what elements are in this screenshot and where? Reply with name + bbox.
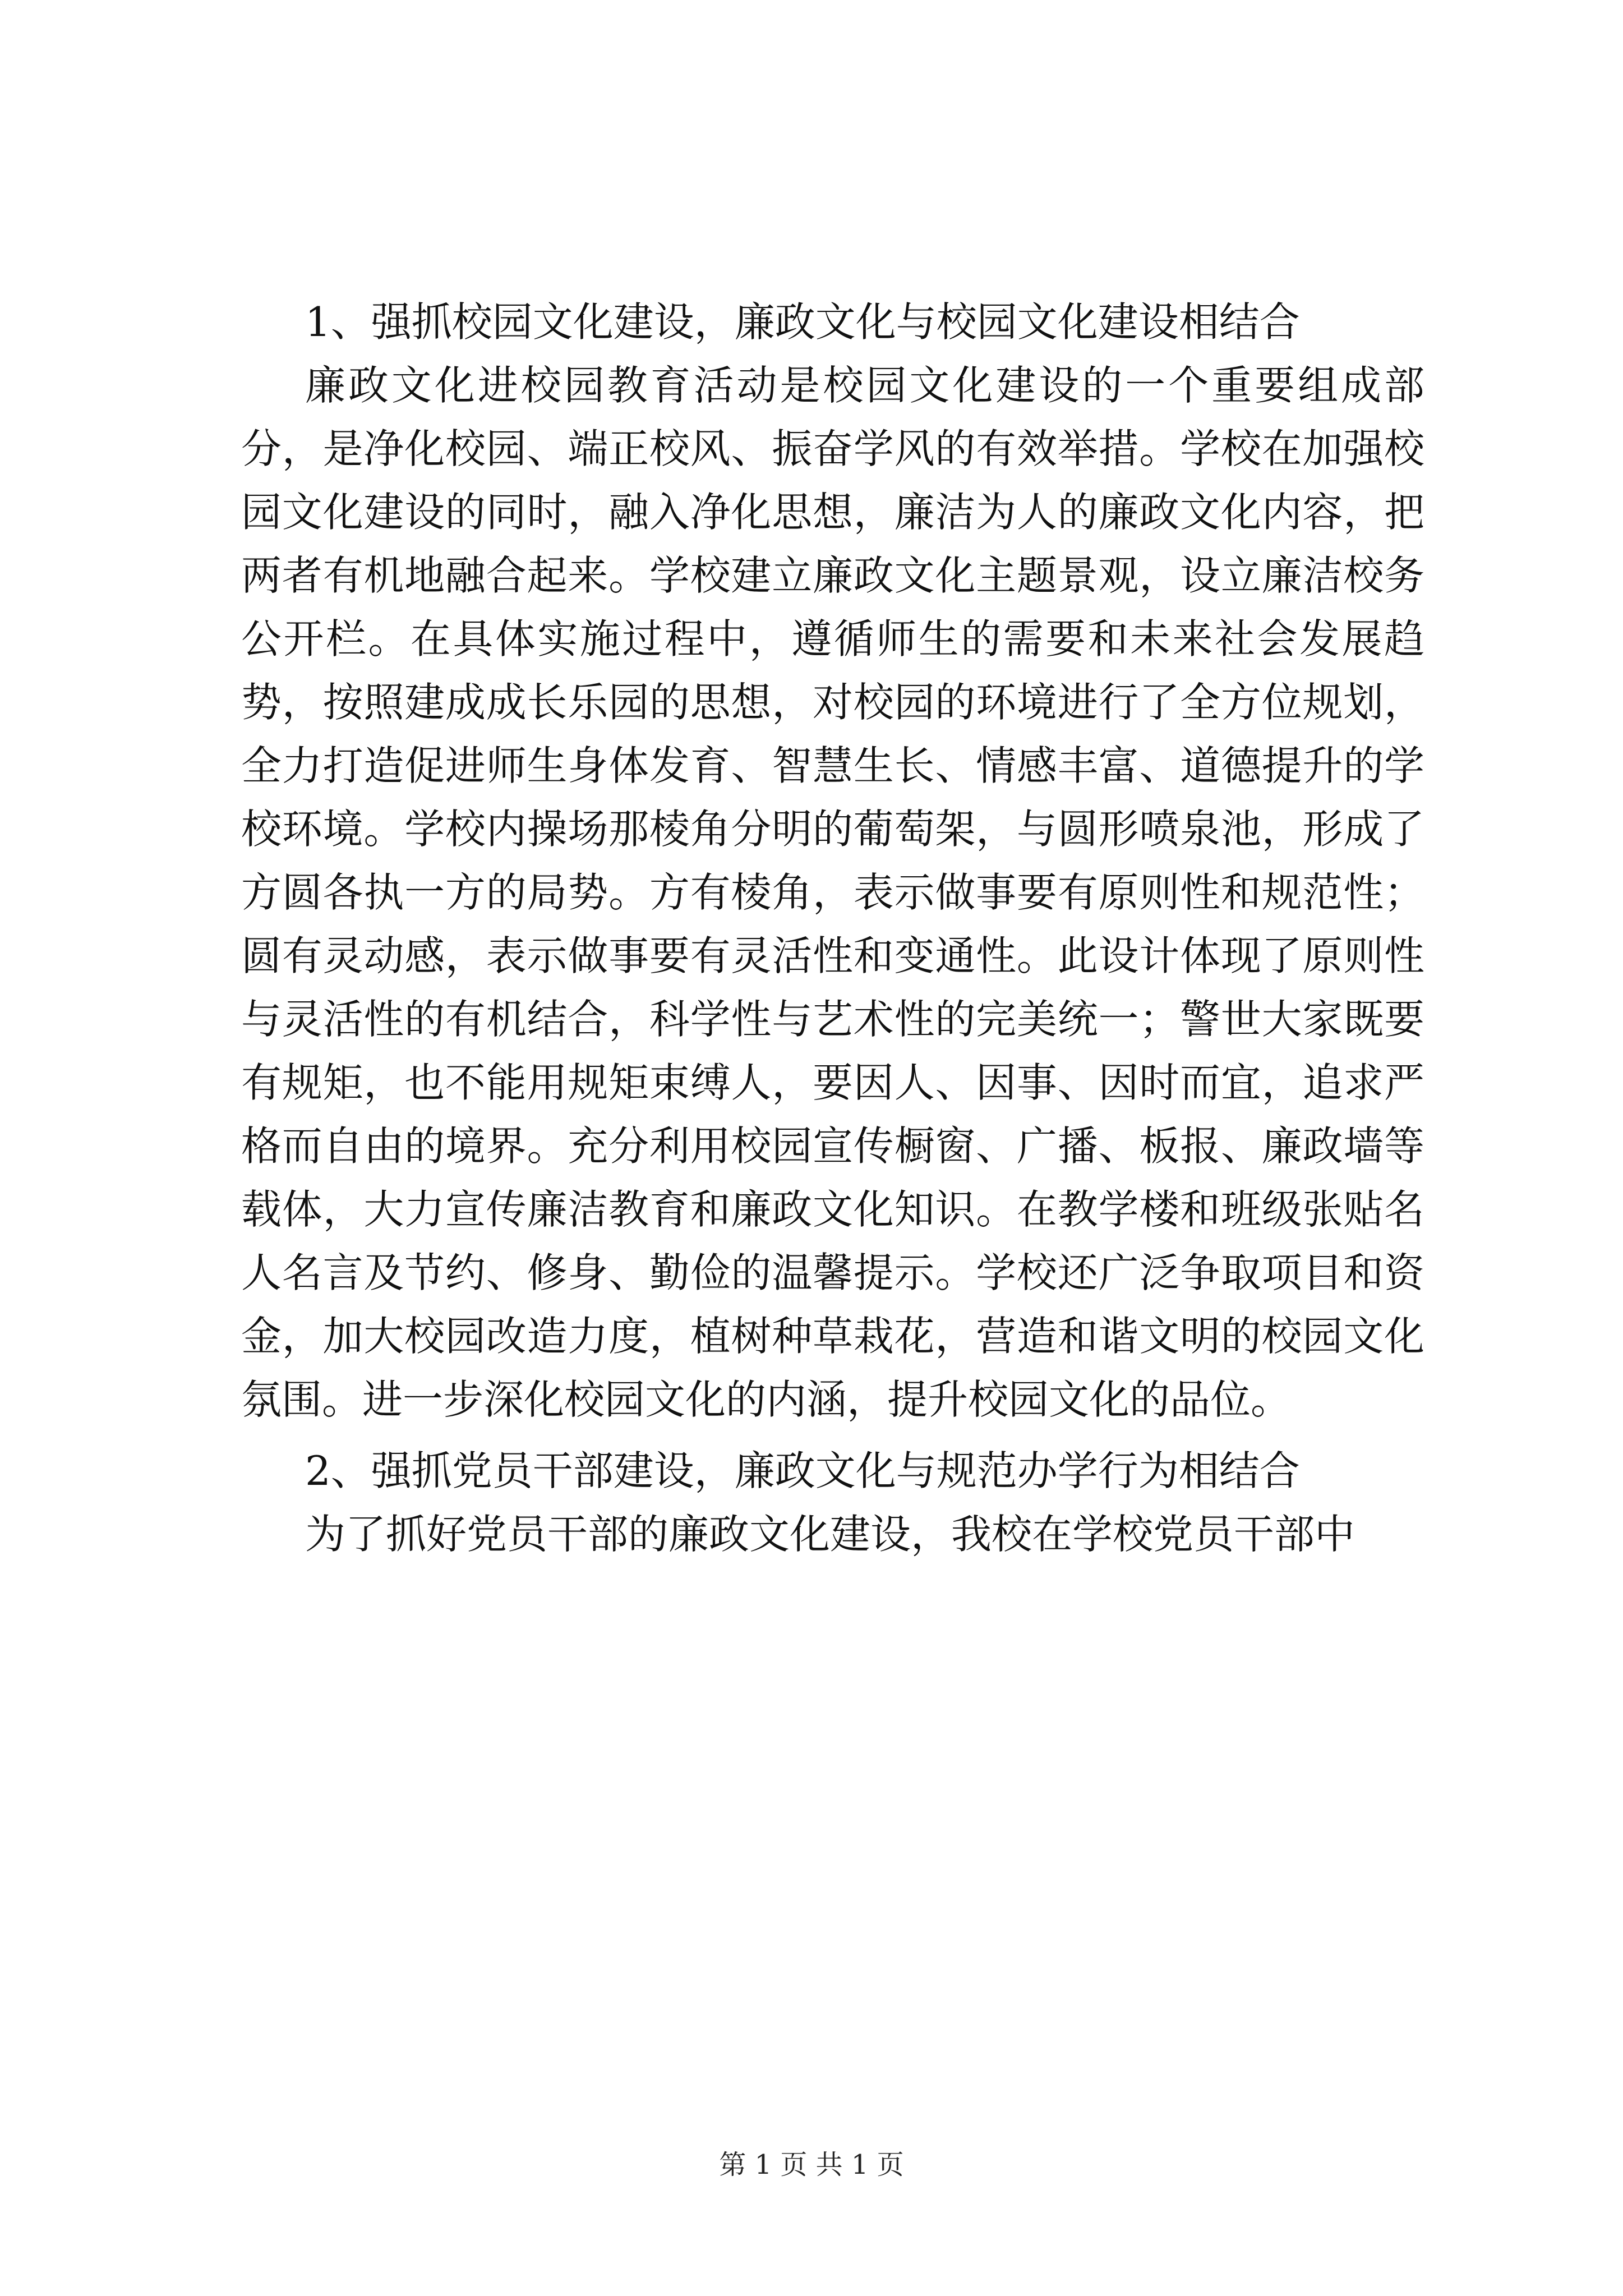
section-1-paragraph: 廉政文化进校园教育活动是校园文化建设的一个重要组成部分，是净化校园、端正校风、振奋学风的有效举措。学校在加强校园文化建设的同时，融入净化思想，廉洁为人的廉政文化内容，把两者有机地融合起来。学校建立廉政文化主题景观，设立廉洁校务公开栏。在具体实施过程中，遵循师生的需要和未来社会发展趋势，按照建成成长乐园的思想，对校园的环境进行了全方位规划，全力打造促进师生身体发育、智慧生长、情感丰富、道德提升的学校环境。学校内操场那棱角分明的葡萄架，与圆形喷泉池，形成了方圆各执一方的局势。方有棱角，表示做事要有原则性和规范性；圆有灵动感，表示做事要有灵活性和变通性。此设计体现了原则性与灵活性的有机结合，科学性与艺术性的完美统一；警世大家既要有规矩，也不能用规矩束缚人，要因人、因事、因时而宜，追求严格而自由的境界。充分利用校园宣传橱窗、广播、板报、廉政墙等载体，大力宣传廉洁教育和廉政文化知识。在教学楼和班级张贴名人名言及节约、修身、勤俭的温馨提示。学校还广泛争取项目和资金，加大校园改造力度，植树种草栽花，营造和谐文明的校园文化氛围。进一步深化校园文化的内涵，提升校园文化的品位。 — [241, 362, 1424, 1423]
page-footer: 第 1 页 共 1 页 — [719, 2149, 904, 2180]
section-2-paragraph: 为了抓好党员干部的廉政文化建设，我校在学校党员干部中 — [305, 1511, 1355, 1558]
section-2-heading: 2、强抓党员干部建设，廉政文化与规范办学行为相结合 — [305, 1447, 1300, 1494]
document-body — [241, 291, 1424, 1566]
section-1-heading: 1、强抓校园文化建设，廉政文化与校园文化建设相结合 — [305, 298, 1300, 346]
